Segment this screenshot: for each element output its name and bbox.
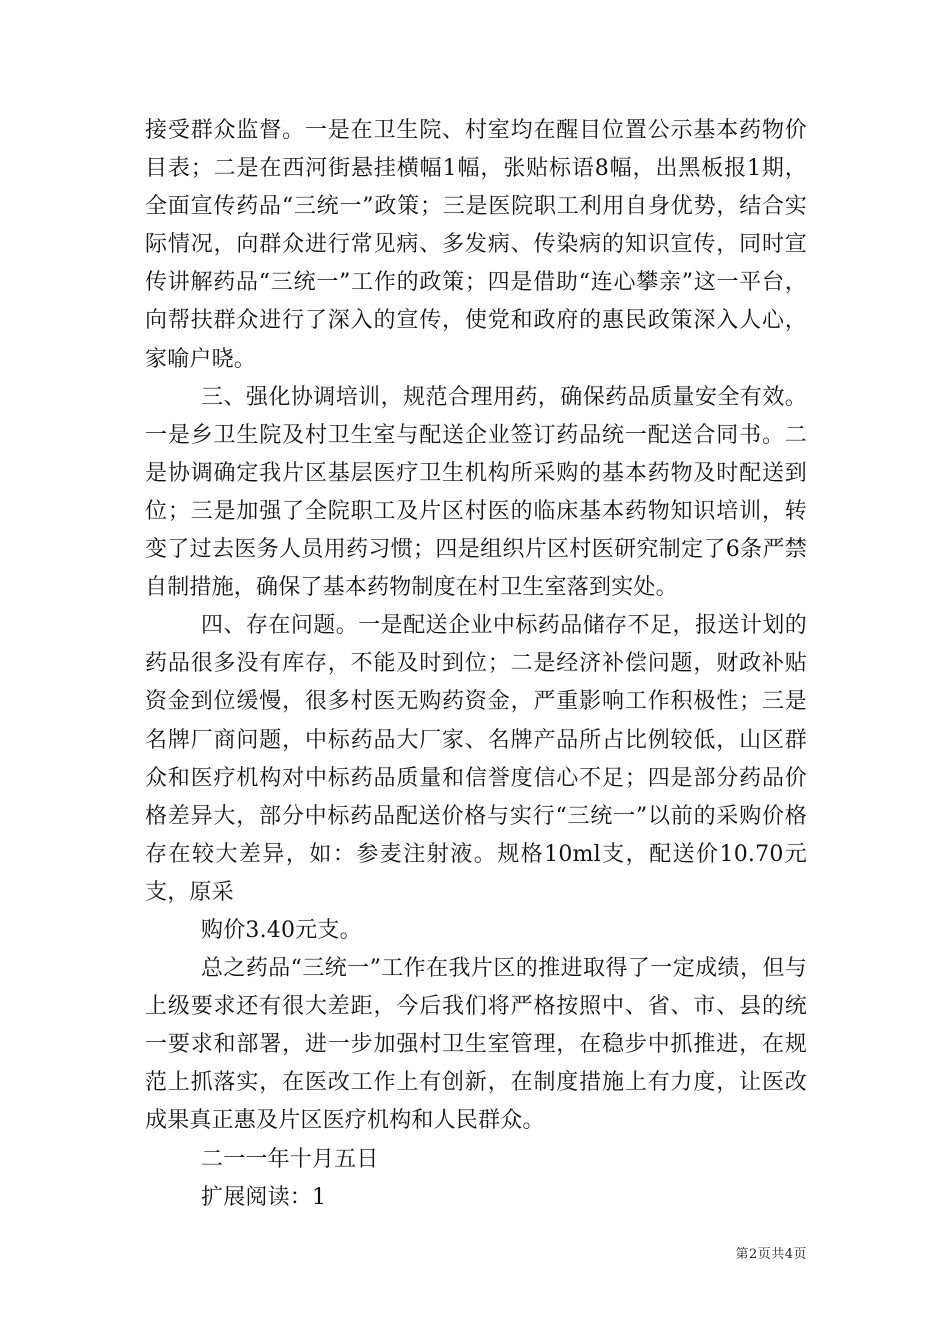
paragraph-training: 三、强化协调培训，规范合理用药，确保药品质量安全有效。一是乡卫生院及村卫生室与配送企业签订药品统一配送合同书。二是协调确定我片区基层医疗卫生机构所采购的基本药物及时配送到位；三是加强了全院职工及片区村医的临床基本药物知识培训，转变了过去医务人员用药习惯；四是组织片区村医研究制定了6条严禁自制措施，确保了基本药物制度在村卫生室落到实处。	[145, 384, 807, 601]
paragraph-publicity: 接受群众监督。一是在卫生院、村室均在醒目位置公示基本药物价目表；二是在西河街悬挂横幅1幅，张贴标语8幅，出黑板报1期，全面宣传药品“三统一”政策；三是医院职工利用自身优势，结合实际情况，向群众进行常见病、多发病、传染病的知识宣传，同时宣传讲解药品“三统一”工作的政策；四是借助“连心攀亲”这一平台，向帮扶群众进行了深入的宣传，使党和政府的惠民政策深入人心，家喻户晓。	[145, 118, 807, 372]
paragraph-price: 购价3.40元支。	[201, 917, 362, 943]
document-body	[145, 112, 807, 1217]
paragraph-problems: 四、存在问题。一是配送企业中标药品储存不足，报送计划的药品很多没有库存，不能及时到位；二是经济补偿问题，财政补贴资金到位缓慢，很多村医无购药资金，严重影响工作积极性；三是名牌厂商问题，中标药品大厂家、名牌产品所占比例较低，山区群众和医疗机构对中标药品质量和信誉度信心不足；四是部分药品价格差异大，部分中标药品配送价格与实行“三统一”以前的采购价格存在较大差异，如：参麦注射液。规格10ml支，配送价10.70元支，原采	[145, 613, 807, 905]
page-number: 第2页共4页	[735, 1247, 807, 1262]
extended-reading: 扩展阅读：1	[201, 1184, 327, 1210]
paragraph-summary: 总之药品“三统一”工作在我片区的推进取得了一定成绩，但与上级要求还有很大差距，今后我们将严格按照中、省、市、县的统一要求和部署，进一步加强村卫生室管理，在稳步中抓推进，在规范上抓落实，在医改工作上有创新，在制度措施上有力度，让医改成果真正惠及片区医疗机构和人民群众。	[145, 956, 807, 1134]
document-date: 二一一年十月五日	[201, 1146, 379, 1172]
